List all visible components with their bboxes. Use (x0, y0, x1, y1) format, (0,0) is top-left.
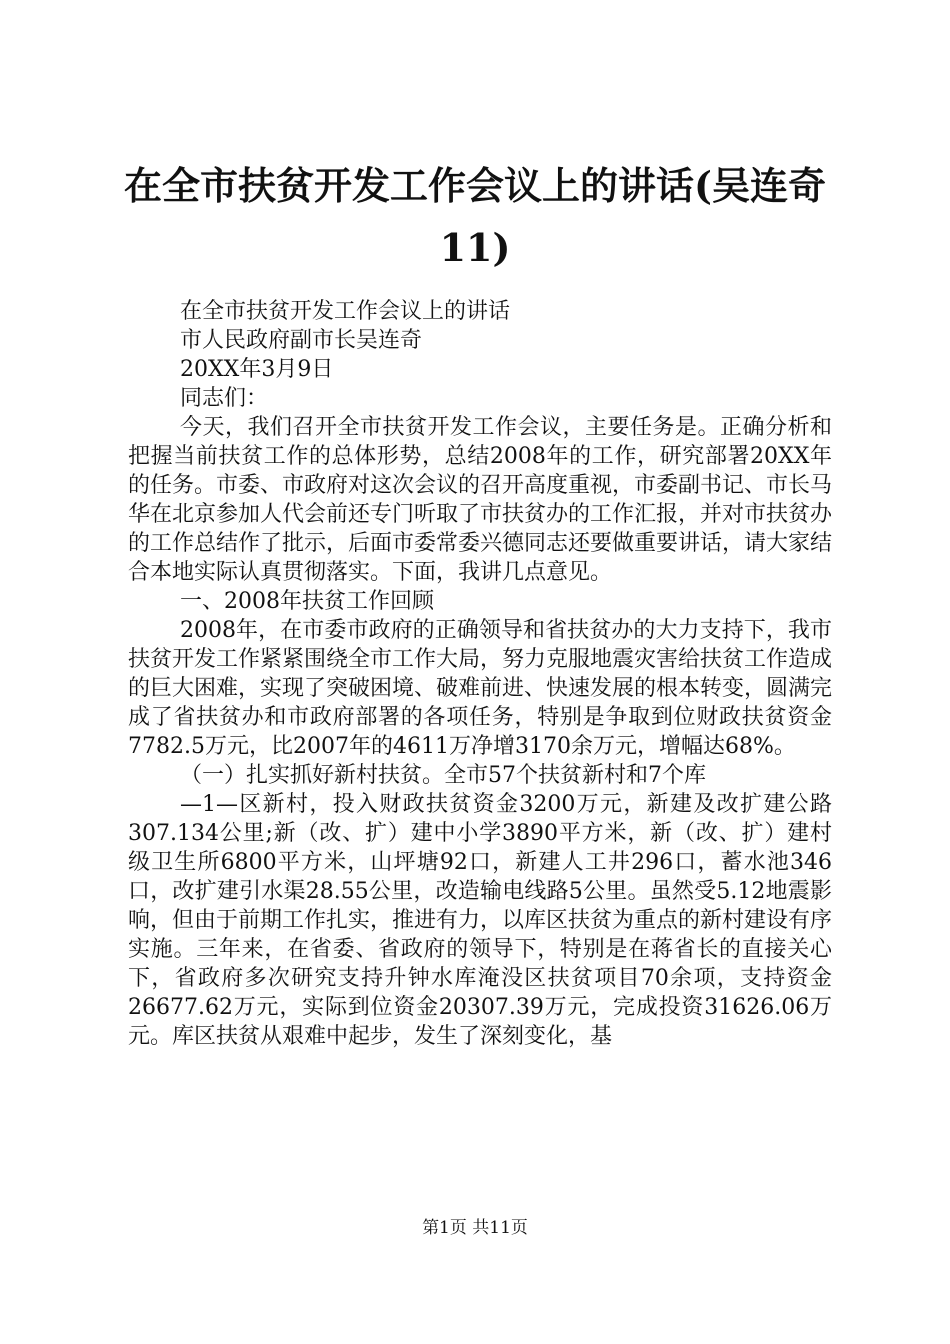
paragraph-intro: 今天，我们召开全市扶贫开发工作会议，主要任务是。正确分析和把握当前扶贫工作的总体形势，总结2008年的工作，研究部署20XX年的任务。市委、市政府对这次会议的召开高度重视，市委副书记、市长马华在北京参加人代会前还专门听取了市扶贫办的工作汇报，并对市扶贫办的工作总结作了批示，后面市委常委兴德同志还要做重要讲话，请大家结合本地实际认真贯彻落实。下面，我讲几点意见。 (128, 415, 833, 585)
section-heading-1: 一、2008年扶贫工作回顾 (180, 589, 434, 614)
document-subtitle: 在全市扶贫开发工作会议上的讲话 (180, 299, 511, 324)
document-title-text: 在全市扶贫开发工作会议上的讲话(吴连奇11) (124, 163, 826, 270)
document-title (100, 155, 850, 279)
paragraph-new-village: —1—区新村，投入财政扶贫资金3200万元，新建及改扩建公路307.134公里;新（改、扩）建中小学3890平方米，新（改、扩）建村级卫生所6800平方米，山坪塘92口，新建人工井296口，蓄水池346口，改扩建引水渠28.55公里，改造输电线路5公里。虽然受5.12地震影响，但由于前期工作扎实，推进有力，以库区扶贫为重点的新村建设有序实施。三年来，在省委、省政府的领导下，特别是在蒋省长的直接关心下，省政府多次研究支持升钟水库淹没区扶贫项目70余项，支持资金26677.62万元，实际到位资金20307.39万元，完成投资31626.06万元。库区扶贫从艰难中起步，发生了深刻变化，基 (128, 792, 833, 1049)
document-speaker: 市人民政府副市长吴连奇 (180, 328, 423, 353)
page-number: 第1页 共11页 (422, 1218, 528, 1238)
document-body (128, 297, 832, 1051)
document-date: 20XX年3月9日 (180, 357, 334, 382)
document-salutation: 同志们： (180, 386, 269, 411)
paragraph-review: 2008年，在市委市政府的正确领导和省扶贫办的大力支持下，我市扶贫开发工作紧紧围绕全市工作大局，努力克服地震灾害给扶贫工作造成的巨大困难，实现了突破困境、破难前进、快速发展的根本转变，圆满完成了省扶贫办和市政府部署的各项任务，特别是争取到位财政扶贫资金7782.5万元，比2007年的4611万净增3170余万元，增幅达68%。 (128, 618, 833, 759)
subsection-heading-1: （一）扎实抓好新村扶贫。全市57个扶贫新村和7个库 (180, 763, 706, 788)
page-footer (0, 1216, 950, 1240)
